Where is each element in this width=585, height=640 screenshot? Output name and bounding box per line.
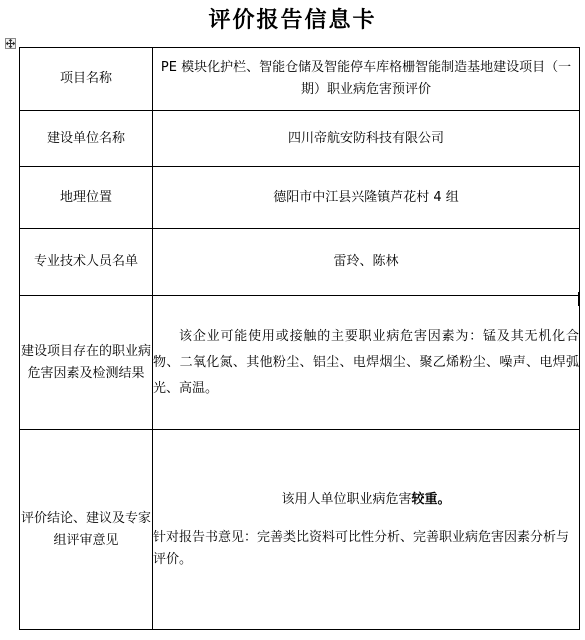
move-arrows-icon [6,39,15,48]
staff-label: 专业技术人员名单 [20,229,153,296]
hazards-label: 建设项目存在的职业病危害因素及检测结果 [20,296,153,430]
page-title: 评价报告信息卡 [208,8,377,33]
location-label: 地理位置 [20,167,153,229]
company-label: 建设单位名称 [20,111,153,167]
location-value: 德阳市中江县兴隆镇芦花村 4 组 [153,167,580,229]
table-row [20,48,580,111]
conclusion-value-cell [153,430,580,630]
conclusion-label: 评价结论、建议及专家组评审意见 [20,430,153,630]
table-move-handle[interactable] [5,38,16,49]
staff-value: 雷玲、陈林 [153,229,580,296]
table-row [20,111,580,167]
text-cursor-marker [578,292,580,306]
expert-opinion: 针对报告书意见：完善类比资料可比性分析、完善职业病危害因素分析与评价。 [153,529,570,567]
conclusion-text: 该用人单位职业病危害 [281,491,412,507]
conclusion-emphasis: 较重。 [411,491,451,507]
project-name-value: PE 模块化护栏、智能仓储及智能停车库格栅智能制造基地建设项目（一期）职业病危害预评价 [153,48,580,111]
info-table [19,47,580,630]
hazards-value: 该企业可能使用或接触的主要职业病危害因素为：锰及其无机化合物、二氧化氮、其他粉尘、铝尘、电焊烟尘、聚乙烯粉尘、噪声、电焊弧光、高温。 [153,328,579,396]
table-row [20,229,580,296]
company-value: 四川帝航安防科技有限公司 [153,111,580,167]
table-row [20,167,580,229]
table-row [20,296,580,430]
project-name-label: 项目名称 [20,48,153,111]
hazards-value-cell [153,296,580,430]
conclusion-statement [153,489,579,511]
table-row [20,430,580,630]
